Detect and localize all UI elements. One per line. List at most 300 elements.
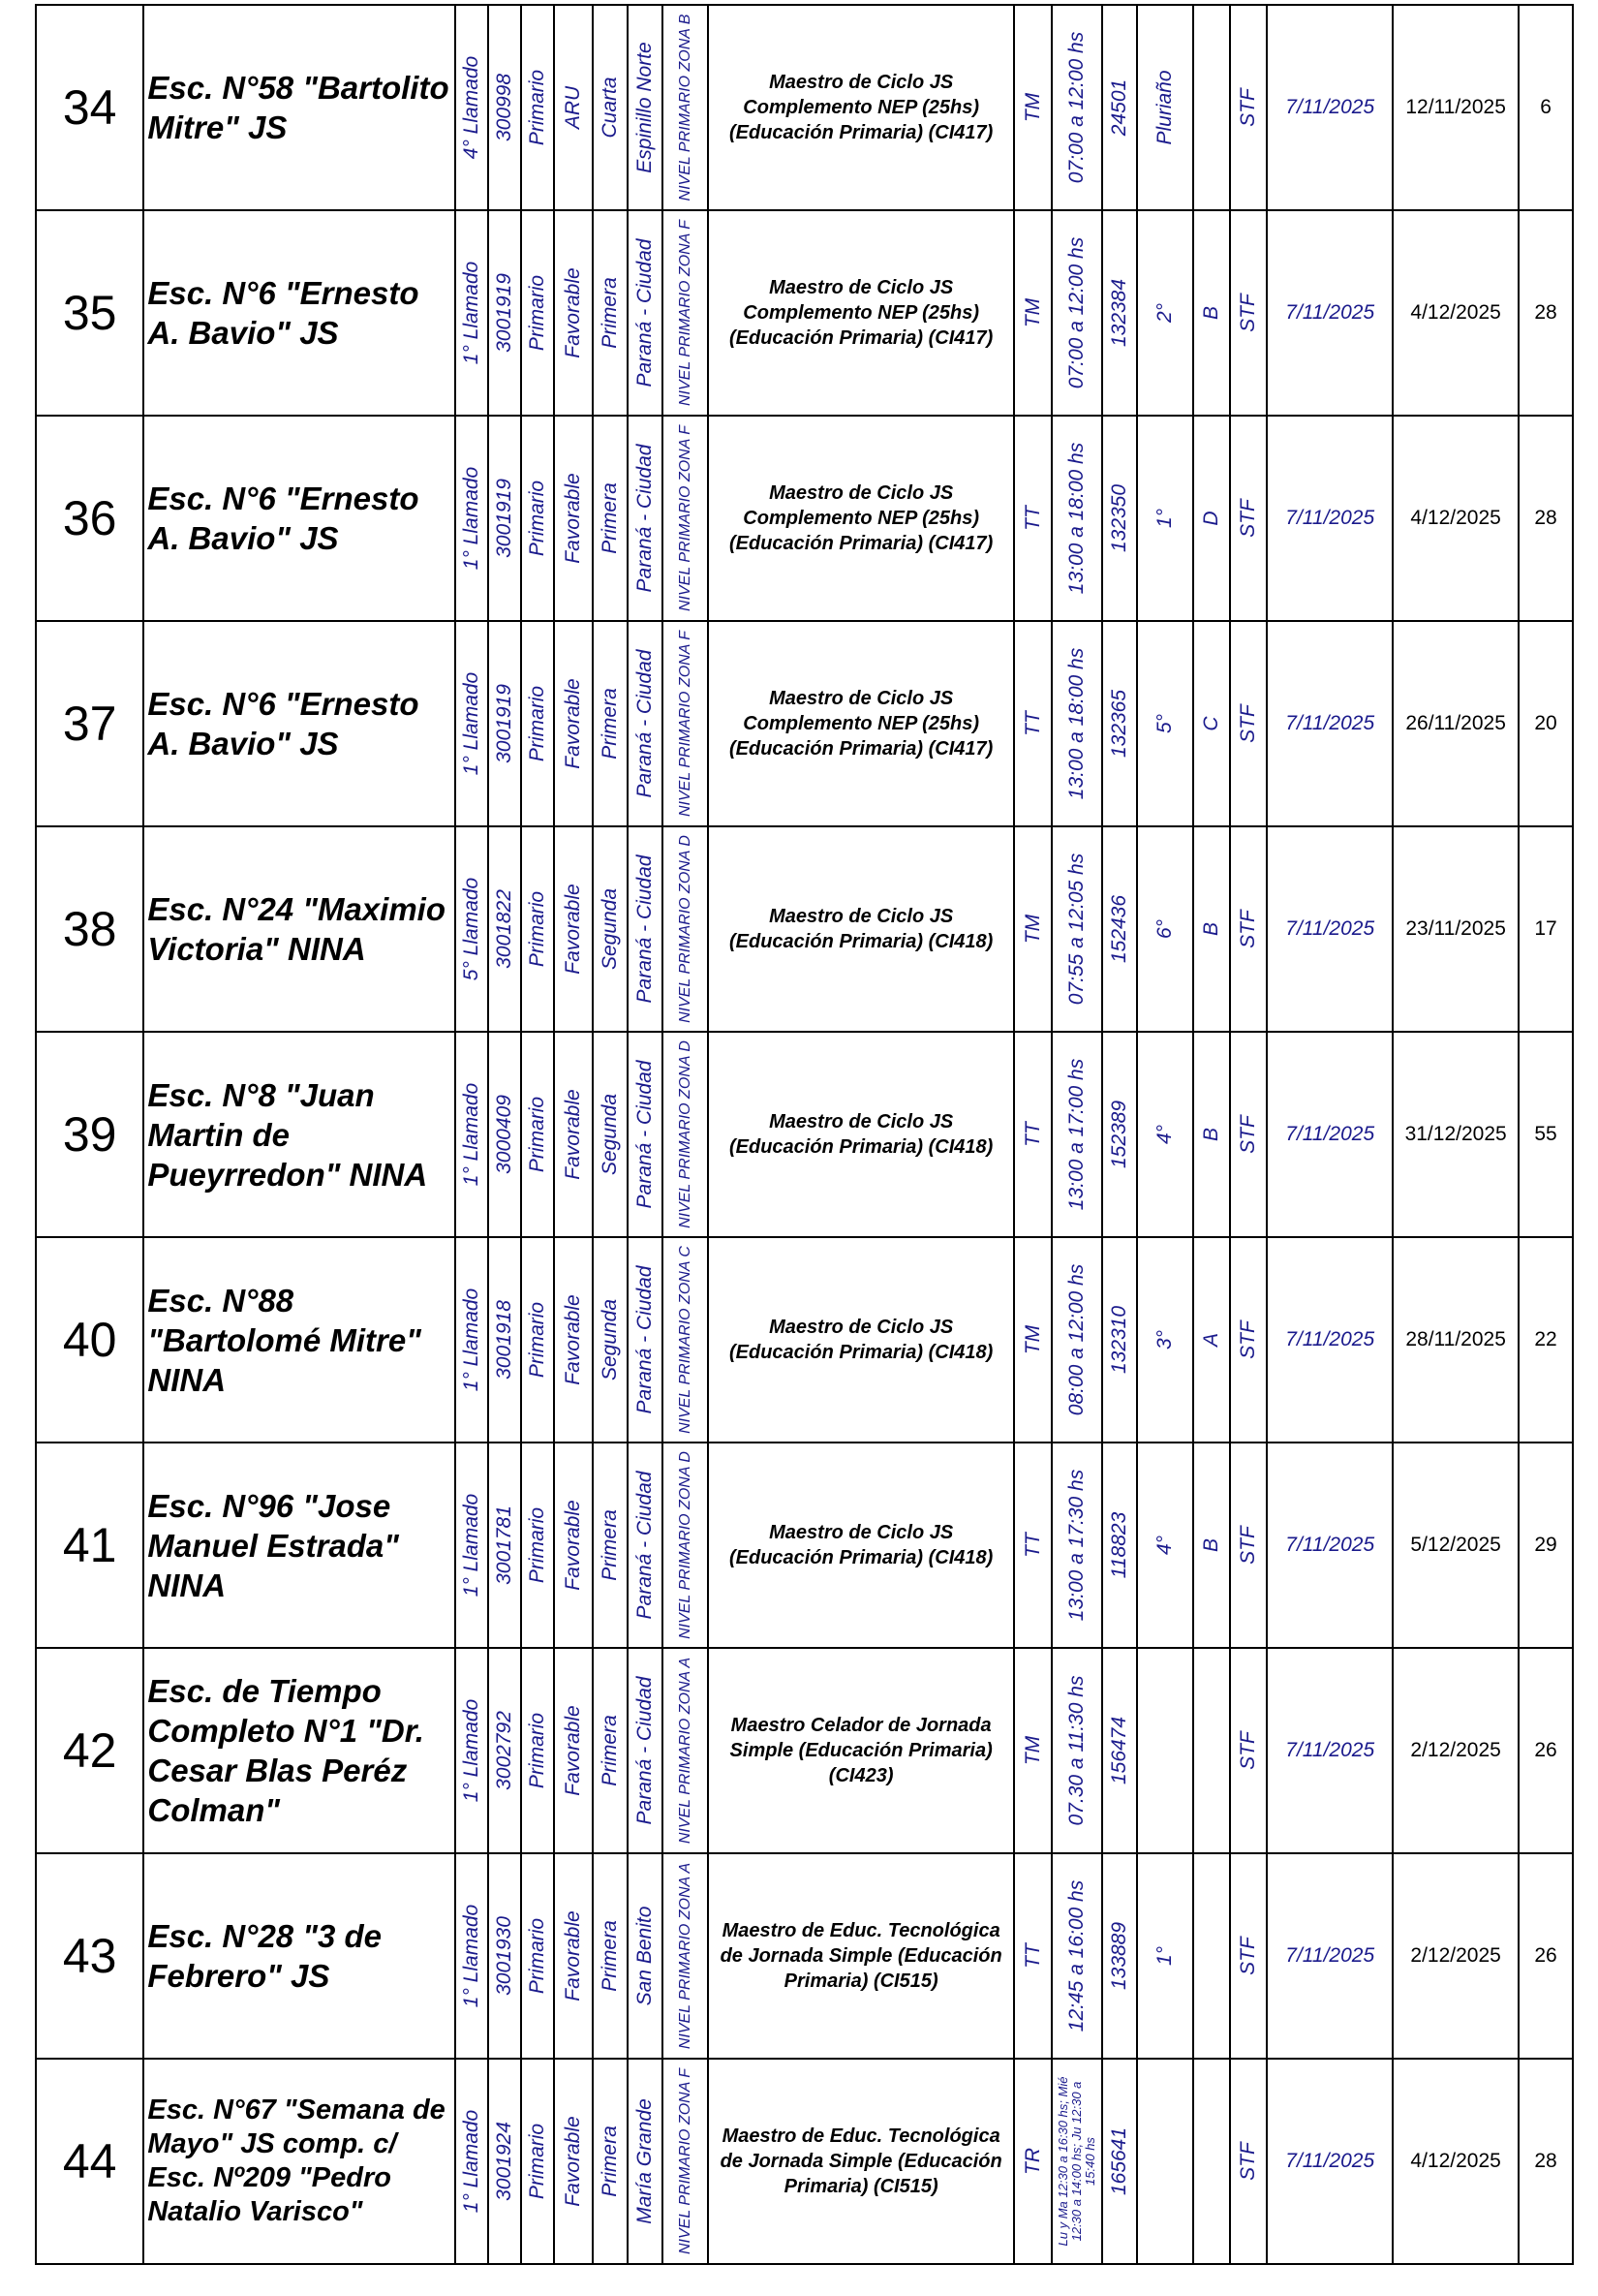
table-row: [36, 210, 1573, 416]
categoria-cell-text: Primera: [599, 1715, 622, 1786]
localidad-cell: [628, 1443, 662, 1648]
llamado-cell: [455, 210, 488, 416]
grado-text: 4°: [1153, 1124, 1177, 1145]
zona-cell: [662, 1237, 707, 1443]
plaza-cell: [1102, 1648, 1137, 1853]
codigo-cell-text: 3001918: [493, 1300, 516, 1380]
turno-cell: [1014, 1648, 1051, 1853]
zona-cell-text: NIVEL PRIMARIO ZONA F: [676, 424, 693, 612]
seccion-text: B: [1200, 921, 1223, 937]
fecha-desde: 7/11/2025: [1267, 1237, 1393, 1443]
codigo-cell-text: 3002792: [493, 1711, 516, 1790]
grado-cell: [1137, 2059, 1193, 2264]
row-number: 38: [36, 826, 143, 1032]
dias-count: 55: [1519, 1032, 1573, 1237]
turno-text: TT: [1021, 1943, 1044, 1969]
turno-cell: [1014, 210, 1051, 416]
plaza-cell: [1102, 1032, 1137, 1237]
dias-count: 17: [1519, 826, 1573, 1032]
llamado-cell: [455, 1648, 488, 1853]
caracter-text: STF: [1237, 1320, 1260, 1359]
ubicacion-cell-text: Favorable: [562, 884, 585, 975]
localidad-cell: [628, 621, 662, 826]
grado-cell: [1137, 1443, 1193, 1648]
row-number: 36: [36, 416, 143, 621]
row-number: 42: [36, 1648, 143, 1853]
horario-cell: [1052, 1853, 1103, 2059]
school-name: Esc. N°8 "Juan Martin de Pueyrredon" NINA: [143, 1032, 455, 1237]
turno-text: TM: [1021, 1324, 1044, 1355]
turno-text: TT: [1021, 1533, 1044, 1558]
fecha-desde: 7/11/2025: [1267, 621, 1393, 826]
codigo-cell-text: 3001919: [493, 479, 516, 558]
seccion-cell: [1193, 5, 1230, 210]
zona-cell-text: NIVEL PRIMARIO ZONA D: [676, 1451, 693, 1639]
llamado-cell-text: 1° Llamado: [460, 1493, 483, 1598]
fecha-desde: 7/11/2025: [1267, 5, 1393, 210]
localidad-cell-text: San Benito: [633, 1906, 657, 2006]
categoria-cell: [593, 210, 628, 416]
cargo-cell: Maestro de Ciclo JS (Educación Primaria) (CI418): [708, 1032, 1015, 1237]
categoria-cell: [593, 1237, 628, 1443]
codigo-cell: [488, 416, 521, 621]
llamado-cell-text: 1° Llamado: [460, 1698, 483, 1803]
fecha-desde: 7/11/2025: [1267, 1443, 1393, 1648]
ubicacion-cell-text: Favorable: [562, 1500, 585, 1591]
turno-text: TT: [1021, 711, 1044, 736]
horario-cell: [1052, 1032, 1103, 1237]
zona-cell-text: NIVEL PRIMARIO ZONA B: [676, 14, 693, 202]
horario-text: Lu y Ma 12:30 a 16:30 hs; Mié 12:30 a 14:00 hs; Ju 12:30 a 15:40 hs: [1055, 2076, 1097, 2247]
ubicacion-cell: [554, 1443, 593, 1648]
turno-text: TM: [1021, 297, 1044, 328]
llamado-cell-text: 1° Llamado: [460, 671, 483, 776]
cargo-cell: Maestro de Ciclo JS (Educación Primaria) (CI418): [708, 826, 1015, 1032]
codigo-cell: [488, 1648, 521, 1853]
caracter-text: STF: [1237, 2142, 1260, 2181]
ubicacion-cell: [554, 1648, 593, 1853]
zona-cell-text: NIVEL PRIMARIO ZONA F: [676, 219, 693, 407]
caracter-text: STF: [1237, 1526, 1260, 1565]
caracter-text: STF: [1237, 1115, 1260, 1154]
plaza-text: 156474: [1108, 1716, 1131, 1785]
table-row: [36, 621, 1573, 826]
school-name: Esc. N°58 "Bartolito Mitre" JS: [143, 5, 455, 210]
seccion-cell: [1193, 1853, 1230, 2059]
row-number: 44: [36, 2059, 143, 2264]
codigo-cell-text: 3001919: [493, 684, 516, 763]
fecha-desde: 7/11/2025: [1267, 210, 1393, 416]
grado-cell: [1137, 210, 1193, 416]
horario-text: 12:45 a 16:00 hs: [1064, 1879, 1088, 2032]
categoria-cell-text: Segunda: [599, 1298, 622, 1381]
table-row: [36, 1648, 1573, 1853]
caracter-text: STF: [1237, 88, 1260, 127]
categoria-cell: [593, 1648, 628, 1853]
turno-cell: [1014, 1237, 1051, 1443]
grado-text: 2°: [1153, 302, 1177, 324]
caracter-cell: [1230, 1853, 1267, 2059]
ubicacion-cell-text: Favorable: [562, 267, 585, 358]
school-name: Esc. N°24 "Maximio Victoria" NINA: [143, 826, 455, 1032]
turno-cell: [1014, 1853, 1051, 2059]
localidad-cell-text: Espinillo Norte: [633, 42, 657, 173]
fecha-hasta: 4/12/2025: [1393, 416, 1519, 621]
codigo-cell: [488, 2059, 521, 2264]
categoria-cell: [593, 1443, 628, 1648]
fecha-desde: 7/11/2025: [1267, 1853, 1393, 2059]
categoria-cell: [593, 1853, 628, 2059]
zona-cell-text: NIVEL PRIMARIO ZONA C: [676, 1246, 693, 1434]
seccion-text: A: [1200, 1332, 1223, 1348]
llamado-cell: [455, 416, 488, 621]
llamado-cell-text: 1° Llamado: [460, 466, 483, 571]
turno-cell: [1014, 416, 1051, 621]
plaza-cell: [1102, 826, 1137, 1032]
horario-cell: [1052, 1237, 1103, 1443]
horario-cell: [1052, 210, 1103, 416]
row-number: 40: [36, 1237, 143, 1443]
codigo-cell-text: 3001822: [493, 889, 516, 969]
codigo-cell: [488, 5, 521, 210]
localidad-cell-text: María Grande: [633, 2098, 657, 2224]
dias-count: 6: [1519, 5, 1573, 210]
zona-cell: [662, 826, 707, 1032]
horario-cell: [1052, 5, 1103, 210]
localidad-cell-text: Paraná - Ciudad: [633, 854, 657, 1004]
cargo-cell: Maestro Celador de Jornada Simple (Educación Primaria) (CI423): [708, 1648, 1015, 1853]
localidad-cell: [628, 5, 662, 210]
llamado-cell: [455, 1853, 488, 2059]
localidad-cell: [628, 210, 662, 416]
school-name: Esc. N°28 "3 de Febrero" JS: [143, 1853, 455, 2059]
seccion-cell: [1193, 210, 1230, 416]
nivel-cell-text: Primario: [526, 2123, 549, 2200]
table-row: [36, 416, 1573, 621]
ubicacion-cell-text: Favorable: [562, 678, 585, 769]
fecha-desde: 7/11/2025: [1267, 1648, 1393, 1853]
caracter-cell: [1230, 1648, 1267, 1853]
table-row: [36, 826, 1573, 1032]
zona-cell: [662, 210, 707, 416]
turno-text: TT: [1021, 1122, 1044, 1147]
zona-cell-text: NIVEL PRIMARIO ZONA F: [676, 2067, 693, 2255]
nivel-cell: [521, 5, 554, 210]
llamado-cell: [455, 1443, 488, 1648]
localidad-cell: [628, 1648, 662, 1853]
cargo-cell: Maestro de Educ. Tecnológica de Jornada Simple (Educación Primaria) (CI515): [708, 2059, 1015, 2264]
table-row: [36, 2059, 1573, 2264]
caracter-text: STF: [1237, 704, 1260, 743]
zona-cell: [662, 621, 707, 826]
categoria-cell: [593, 416, 628, 621]
zona-cell: [662, 5, 707, 210]
fecha-hasta: 5/12/2025: [1393, 1443, 1519, 1648]
localidad-cell-text: Paraná - Ciudad: [633, 1265, 657, 1414]
codigo-cell-text: 3001924: [493, 2122, 516, 2201]
ubicacion-cell: [554, 2059, 593, 2264]
turno-cell: [1014, 5, 1051, 210]
turno-cell: [1014, 1443, 1051, 1648]
plaza-cell: [1102, 1853, 1137, 2059]
categoria-cell-text: Primera: [599, 688, 622, 760]
caracter-cell: [1230, 5, 1267, 210]
row-number: 39: [36, 1032, 143, 1237]
fecha-hasta: 12/11/2025: [1393, 5, 1519, 210]
horario-text: 07:55 a 12:05 hs: [1064, 853, 1088, 1006]
row-number: 43: [36, 1853, 143, 2059]
cargo-cell: Maestro de Educ. Tecnológica de Jornada Simple (Educación Primaria) (CI515): [708, 1853, 1015, 2059]
nivel-cell-text: Primario: [526, 1506, 549, 1584]
nivel-cell: [521, 1648, 554, 1853]
seccion-cell: [1193, 1237, 1230, 1443]
fecha-hasta: 4/12/2025: [1393, 210, 1519, 416]
llamado-cell: [455, 5, 488, 210]
localidad-cell-text: Paraná - Ciudad: [633, 238, 657, 388]
ubicacion-cell-text: Favorable: [562, 2116, 585, 2207]
school-name: Esc. N°88 "Bartolomé Mitre" NINA: [143, 1237, 455, 1443]
horario-text: 13:00 a 17:00 hs: [1064, 1058, 1088, 1211]
grado-cell: [1137, 1237, 1193, 1443]
fecha-desde: 7/11/2025: [1267, 826, 1393, 1032]
ubicacion-cell: [554, 621, 593, 826]
categoria-cell: [593, 621, 628, 826]
turno-text: TR: [1021, 2148, 1044, 2175]
dias-count: 29: [1519, 1443, 1573, 1648]
ubicacion-cell-text: ARU: [562, 85, 585, 130]
localidad-cell: [628, 1237, 662, 1443]
zona-cell: [662, 2059, 707, 2264]
llamado-cell: [455, 1237, 488, 1443]
categoria-cell-text: Cuarta: [599, 77, 622, 139]
localidad-cell: [628, 1853, 662, 2059]
plaza-text: 165641: [1108, 2126, 1131, 2196]
horario-cell: [1052, 1648, 1103, 1853]
grado-text: 1°: [1153, 1945, 1177, 1967]
dias-count: 28: [1519, 416, 1573, 621]
turno-text: TM: [1021, 1735, 1044, 1766]
seccion-text: C: [1200, 716, 1223, 731]
dias-count: 28: [1519, 2059, 1573, 2264]
nivel-cell-text: Primario: [526, 890, 549, 968]
categoria-cell-text: Primera: [599, 1920, 622, 1992]
table-row: [36, 1853, 1573, 2059]
categoria-cell-text: Primera: [599, 2125, 622, 2197]
fecha-hasta: 2/12/2025: [1393, 1853, 1519, 2059]
fecha-hasta: 28/11/2025: [1393, 1237, 1519, 1443]
nivel-cell: [521, 2059, 554, 2264]
plaza-cell: [1102, 1237, 1137, 1443]
school-name: Esc. N°6 "Ernesto A. Bavio" JS: [143, 210, 455, 416]
horario-text: 07.30 a 11:30 hs: [1064, 1675, 1088, 1826]
ubicacion-cell: [554, 416, 593, 621]
plaza-text: 132350: [1108, 483, 1131, 553]
llamado-cell: [455, 826, 488, 1032]
zona-cell: [662, 1443, 707, 1648]
plaza-cell: [1102, 416, 1137, 621]
horario-cell: [1052, 826, 1103, 1032]
grado-text: 5°: [1153, 713, 1177, 734]
categoria-cell-text: Primera: [599, 277, 622, 349]
zona-cell-text: NIVEL PRIMARIO ZONA D: [676, 1040, 693, 1228]
row-number: 41: [36, 1443, 143, 1648]
caracter-cell: [1230, 210, 1267, 416]
zona-cell-text: NIVEL PRIMARIO ZONA D: [676, 835, 693, 1023]
caracter-cell: [1230, 416, 1267, 621]
ubicacion-cell: [554, 1032, 593, 1237]
codigo-cell: [488, 210, 521, 416]
categoria-cell-text: Primera: [599, 1509, 622, 1581]
table-row: [36, 1443, 1573, 1648]
horario-text: 13:00 a 18:00 hs: [1064, 647, 1088, 800]
grado-cell: [1137, 1853, 1193, 2059]
codigo-cell-text: 300998: [493, 73, 516, 142]
ubicacion-cell-text: Favorable: [562, 1910, 585, 2001]
turno-text: TM: [1021, 92, 1044, 123]
cargo-cell: Maestro de Ciclo JS Complemento NEP (25hs) (Educación Primaria) (CI417): [708, 621, 1015, 826]
vacancy-table: [35, 4, 1574, 2265]
plaza-text: 132310: [1108, 1305, 1131, 1375]
school-name: Esc. de Tiempo Completo N°1 "Dr. Cesar Blas Peréz Colman": [143, 1648, 455, 1853]
grado-cell: [1137, 1032, 1193, 1237]
codigo-cell: [488, 621, 521, 826]
codigo-cell: [488, 1237, 521, 1443]
categoria-cell: [593, 1032, 628, 1237]
grado-cell: [1137, 416, 1193, 621]
ubicacion-cell: [554, 5, 593, 210]
codigo-cell-text: 3001781: [493, 1505, 516, 1585]
zona-cell: [662, 1853, 707, 2059]
ubicacion-cell-text: Favorable: [562, 1089, 585, 1180]
localidad-cell: [628, 416, 662, 621]
plaza-text: 132384: [1108, 278, 1131, 348]
llamado-cell: [455, 2059, 488, 2264]
nivel-cell-text: Primario: [526, 1301, 549, 1379]
grado-text: 4°: [1153, 1535, 1177, 1556]
zona-cell: [662, 416, 707, 621]
zona-cell: [662, 1032, 707, 1237]
plaza-text: 24501: [1108, 78, 1131, 137]
dias-count: 26: [1519, 1648, 1573, 1853]
llamado-cell-text: 4° Llamado: [460, 55, 483, 160]
plaza-text: 152389: [1108, 1100, 1131, 1169]
nivel-cell-text: Primario: [526, 480, 549, 557]
nivel-cell: [521, 621, 554, 826]
turno-text: TT: [1021, 506, 1044, 531]
nivel-cell: [521, 416, 554, 621]
ubicacion-cell: [554, 1853, 593, 2059]
ubicacion-cell-text: Favorable: [562, 1705, 585, 1796]
plaza-text: 133889: [1108, 1921, 1131, 1991]
nivel-cell-text: Primario: [526, 1917, 549, 1995]
caracter-text: STF: [1237, 1731, 1260, 1770]
plaza-text: 152436: [1108, 894, 1131, 964]
school-name: Esc. N°6 "Ernesto A. Bavio" JS: [143, 416, 455, 621]
fecha-hasta: 2/12/2025: [1393, 1648, 1519, 1853]
codigo-cell-text: 3000409: [493, 1095, 516, 1174]
plaza-cell: [1102, 2059, 1137, 2264]
caracter-text: STF: [1237, 499, 1260, 538]
nivel-cell: [521, 1443, 554, 1648]
fecha-hasta: 31/12/2025: [1393, 1032, 1519, 1237]
nivel-cell-text: Primario: [526, 274, 549, 352]
nivel-cell-text: Primario: [526, 1096, 549, 1173]
codigo-cell: [488, 1032, 521, 1237]
plaza-text: 132365: [1108, 689, 1131, 759]
table-row: [36, 1237, 1573, 1443]
grado-text: 3°: [1153, 1329, 1177, 1350]
localidad-cell: [628, 1032, 662, 1237]
turno-text: TM: [1021, 914, 1044, 945]
cargo-cell: Maestro de Ciclo JS Complemento NEP (25hs) (Educación Primaria) (CI417): [708, 416, 1015, 621]
caracter-cell: [1230, 1032, 1267, 1237]
school-name: Esc. N°6 "Ernesto A. Bavio" JS: [143, 621, 455, 826]
llamado-cell-text: 1° Llamado: [460, 2109, 483, 2214]
seccion-text: D: [1200, 511, 1223, 526]
cargo-cell: Maestro de Ciclo JS (Educación Primaria) (CI418): [708, 1237, 1015, 1443]
localidad-cell-text: Paraná - Ciudad: [633, 1060, 657, 1209]
categoria-cell-text: Segunda: [599, 1093, 622, 1176]
zona-cell: [662, 1648, 707, 1853]
ubicacion-cell-text: Favorable: [562, 1294, 585, 1385]
ubicacion-cell: [554, 826, 593, 1032]
grado-text: Pluriaño: [1153, 70, 1177, 145]
categoria-cell-text: Segunda: [599, 887, 622, 971]
caracter-cell: [1230, 1443, 1267, 1648]
caracter-text: STF: [1237, 1937, 1260, 1975]
localidad-cell-text: Paraná - Ciudad: [633, 1471, 657, 1620]
dias-count: 26: [1519, 1853, 1573, 2059]
categoria-cell: [593, 826, 628, 1032]
cargo-cell: Maestro de Ciclo JS Complemento NEP (25hs) (Educación Primaria) (CI417): [708, 210, 1015, 416]
seccion-text: B: [1200, 1537, 1223, 1553]
plaza-cell: [1102, 621, 1137, 826]
horario-text: 08:00 a 12:00 hs: [1064, 1263, 1088, 1416]
grado-cell: [1137, 621, 1193, 826]
seccion-text: B: [1200, 1127, 1223, 1142]
dias-count: 28: [1519, 210, 1573, 416]
grado-cell: [1137, 1648, 1193, 1853]
horario-cell: [1052, 2059, 1103, 2264]
grado-cell: [1137, 826, 1193, 1032]
plaza-cell: [1102, 1443, 1137, 1648]
llamado-cell-text: 1° Llamado: [460, 1288, 483, 1392]
seccion-cell: [1193, 621, 1230, 826]
seccion-cell: [1193, 416, 1230, 621]
fecha-hasta: 4/12/2025: [1393, 2059, 1519, 2264]
llamado-cell-text: 1° Llamado: [460, 1082, 483, 1187]
localidad-cell: [628, 2059, 662, 2264]
llamado-cell-text: 5° Llamado: [460, 877, 483, 981]
plaza-text: 118823: [1108, 1511, 1131, 1579]
nivel-cell: [521, 1853, 554, 2059]
horario-cell: [1052, 1443, 1103, 1648]
grado-text: 1°: [1153, 508, 1177, 529]
llamado-cell-text: 1° Llamado: [460, 261, 483, 365]
cargo-cell: Maestro de Ciclo JS Complemento NEP (25hs) (Educación Primaria) (CI417): [708, 5, 1015, 210]
caracter-cell: [1230, 826, 1267, 1032]
caracter-cell: [1230, 2059, 1267, 2264]
seccion-text: B: [1200, 305, 1223, 321]
zona-cell-text: NIVEL PRIMARIO ZONA A: [676, 1862, 693, 2050]
ubicacion-cell: [554, 210, 593, 416]
turno-cell: [1014, 621, 1051, 826]
nivel-cell-text: Primario: [526, 69, 549, 146]
horario-cell: [1052, 621, 1103, 826]
codigo-cell: [488, 1853, 521, 2059]
codigo-cell-text: 3001930: [493, 1916, 516, 1996]
caracter-cell: [1230, 1237, 1267, 1443]
